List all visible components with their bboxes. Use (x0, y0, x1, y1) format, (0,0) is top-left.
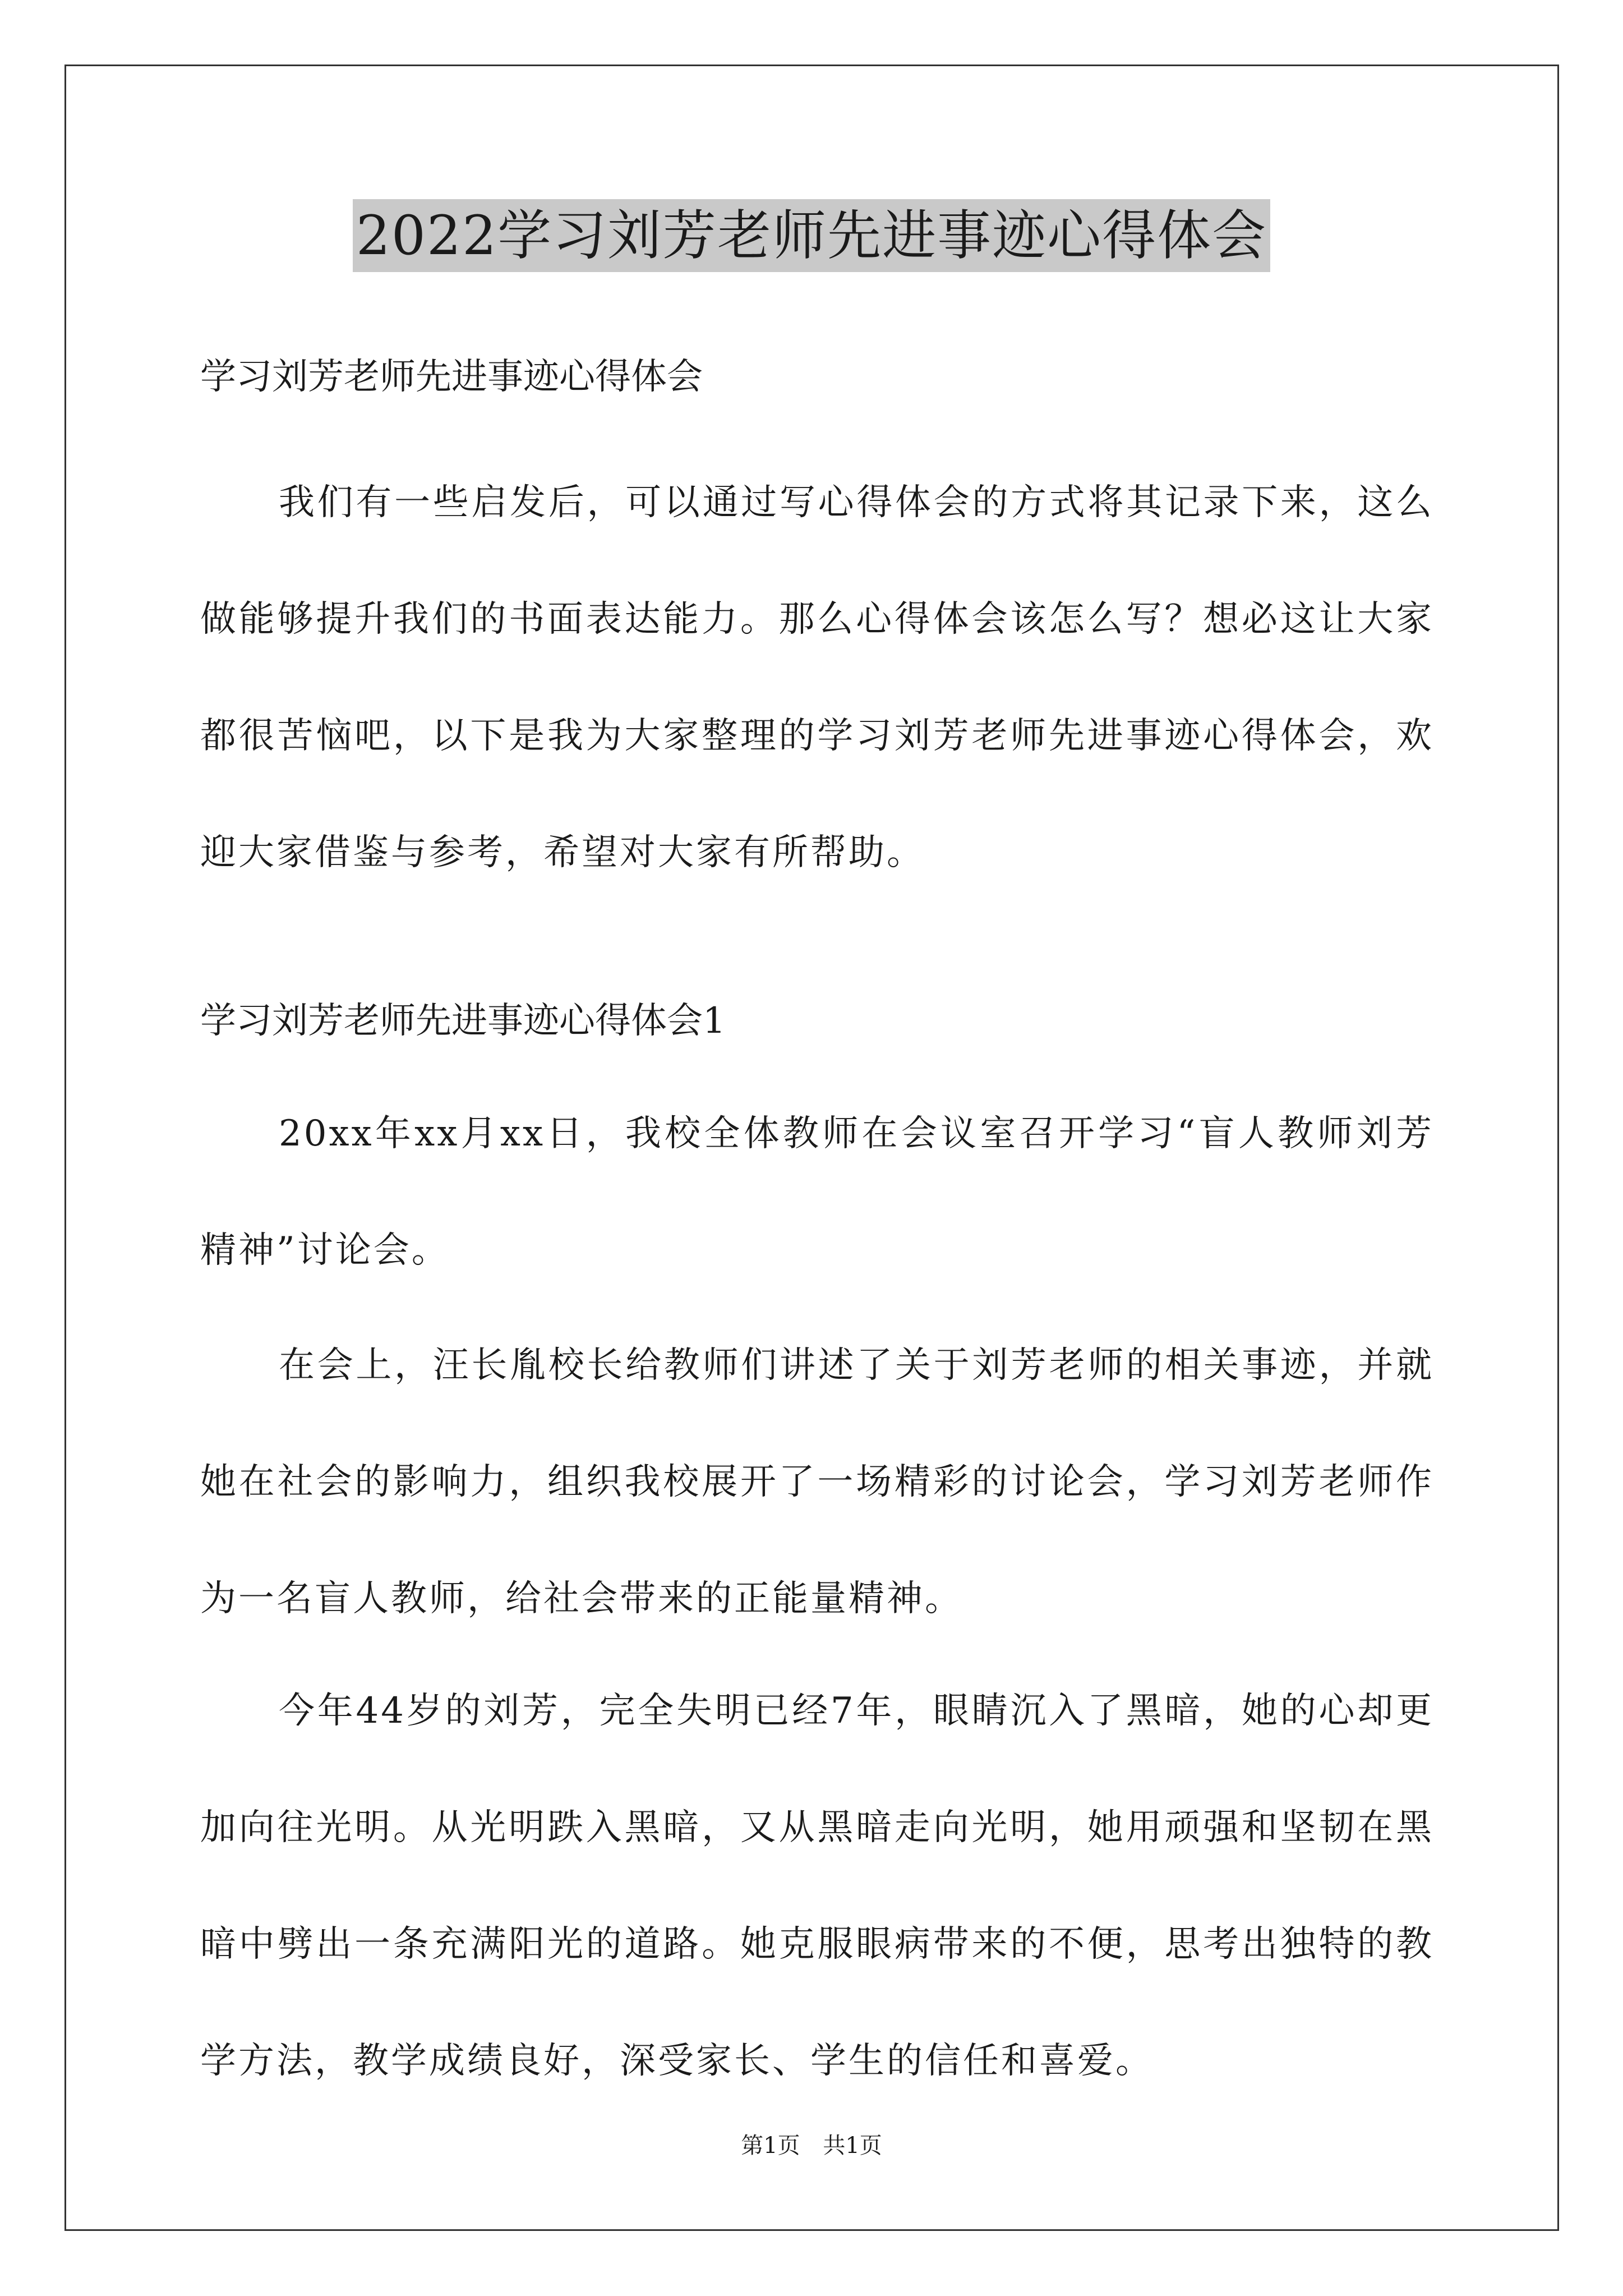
body-paragraph: 在会上，汪长胤校长给教师们讲述了关于刘芳老师的相关事迹，并就她在社会的影响力，组织我校展开了一场精彩的讨论会，学习刘芳老师作为一名盲人教师，给社会带来的正能量精神。 (200, 1345, 1434, 1619)
page-footer (0, 2132, 1623, 2160)
section-heading: 学习刘芳老师先进事迹心得体会1 (200, 1000, 726, 1042)
document-subtitle: 学习刘芳老师先进事迹心得体会 (200, 356, 703, 398)
intro-paragraph: 我们有一些启发后，可以通过写心得体会的方式将其记录下来，这么做能够提升我们的书面表达能力。那么心得体会该怎么写？想必这让大家都很苦恼吧，以下是我为大家整理的学习刘芳老师先进事迹心得体会，欢迎大家借鉴与参考，希望对大家有所帮助。 (200, 482, 1434, 873)
body-paragraph: 今年44岁的刘芳，完全失明已经7年，眼睛沉入了黑暗，她的心却更加向往光明。从光明跌入黑暗，又从黑暗走向光明，她用顽强和坚韧在黑暗中劈出一条充满阳光的道路。她克服眼病带来的不便，思考出独特的教学方法，教学成绩良好，深受家长、学生的信任和喜爱。 (200, 1690, 1434, 2082)
document-title: 2022学习刘芳老师先进事迹心得体会 (353, 199, 1270, 272)
title-container (0, 199, 1623, 272)
page-number-current: 第1页 (741, 2133, 800, 2159)
body-paragraph: 20xx年xx月xx日，我校全体教师在会议室召开学习“盲人教师刘芳精神”讨论会。 (200, 1113, 1434, 1271)
page-number-total: 共1页 (823, 2133, 882, 2159)
